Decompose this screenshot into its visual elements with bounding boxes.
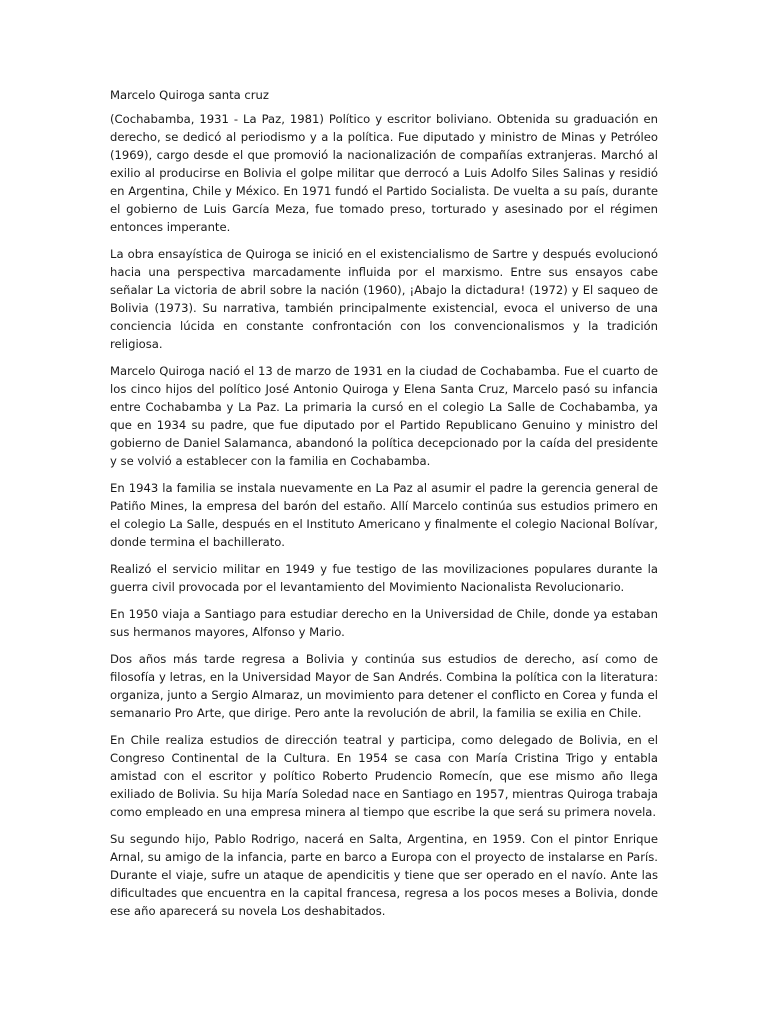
document-title: Marcelo Quiroga santa cruz <box>110 88 269 102</box>
document-page <box>110 86 658 929</box>
paragraph: Realizó el servicio militar en 1949 y fue testigo de las movilizaciones populares durante la guerra civil provocada por el levantamiento del Movimiento Nacionalista Revolucionario. <box>110 562 658 594</box>
paragraph: Marcelo Quiroga nació el 13 de marzo de 1931 en la ciudad de Cochabamba. Fue el cuarto de los cinco hijos del político José Antonio Quiroga y Elena Santa Cruz, Marcelo pasó su infancia entre Cochabamba y La Paz. La primaria la cursó en el colegio La Salle de Cochabamba, ya que en 1934 su padre, que fue diputado por el Partido Republicano Genuino y ministro del gobierno de Daniel Salamanca, abandonó la política decepcionado por la caída del presidente y se volvió a establecer con la familia en Cochabamba. <box>110 364 658 468</box>
paragraph: Su segundo hijo, Pablo Rodrigo, nacerá en Salta, Argentina, en 1959. Con el pintor Enrique Arnal, su amigo de la infancia, parte en barco a Europa con el proyecto de instalarse en París. Durante el viaje, sufre un ataque de apendicitis y tiene que ser operado en el navío. Ante las dificultades que encuentra en la capital francesa, regresa a los pocos meses a Bolivia, donde ese año aparecerá su novela Los deshabitados. <box>110 832 658 918</box>
paragraph: En Chile realiza estudios de dirección teatral y participa, como delegado de Bolivia, en el Congreso Continental de la Cultura. En 1954 se casa con María Cristina Trigo y entabla amistad con el escritor y político Roberto Prudencio Romecín, que ese mismo año llega exiliado de Bolivia. Su hija María Soledad nace en Santiago en 1957, mientras Quiroga trabaja como empleado en una empresa minera al tiempo que escribe la que será su primera novela. <box>110 733 658 819</box>
paragraph: En 1950 viaja a Santiago para estudiar derecho en la Universidad de Chile, donde ya estaban sus hermanos mayores, Alfonso y Mario. <box>110 607 658 639</box>
paragraph: En 1943 la familia se instala nuevamente en La Paz al asumir el padre la gerencia general de Patiño Mines, la empresa del barón del estaño. Allí Marcelo continúa sus estudios primero en el colegio La Salle, después en el Instituto Americano y finalmente el colegio Nacional Bolívar, donde termina el bachillerato. <box>110 481 658 549</box>
paragraph: La obra ensayística de Quiroga se inició en el existencialismo de Sartre y después evolucionó hacia una perspectiva marcadamente influida por el marxismo. Entre sus ensayos cabe señalar La victoria de abril sobre la nación (1960), ¡Abajo la dictadura! (1972) y El saqueo de Bolivia (1973). Su narrativa, también principalmente existencial, evoca el universo de una conciencia lúcida en constante confrontación con los convencionalismos y la tradición religiosa. <box>110 247 658 351</box>
paragraph: Dos años más tarde regresa a Bolivia y continúa sus estudios de derecho, así como de filosofía y letras, en la Universidad Mayor de San Andrés. Combina la política con la literatura: organiza, junto a Sergio Almaraz, un movimiento para detener el conflicto en Corea y funda el semanario Pro Arte, que dirige. Pero ante la revolución de abril, la familia se exilia en Chile. <box>110 652 658 720</box>
paragraph: (Cochabamba, 1931 - La Paz, 1981) Político y escritor boliviano. Obtenida su graduación en derecho, se dedicó al periodismo y a la política. Fue diputado y ministro de Minas y Petróleo (1969), cargo desde el que promovió la nacionalización de compañías extranjeras. Marchó al exilio al producirse en Bolivia el golpe militar que derrocó a Luis Adolfo Siles Salinas y residió en Argentina, Chile y México. En 1971 fundó el Partido Socialista. De vuelta a su país, durante el gobierno de Luis García Meza, fue tomado preso, torturado y asesinado por el régimen entonces imperante. <box>110 112 658 234</box>
